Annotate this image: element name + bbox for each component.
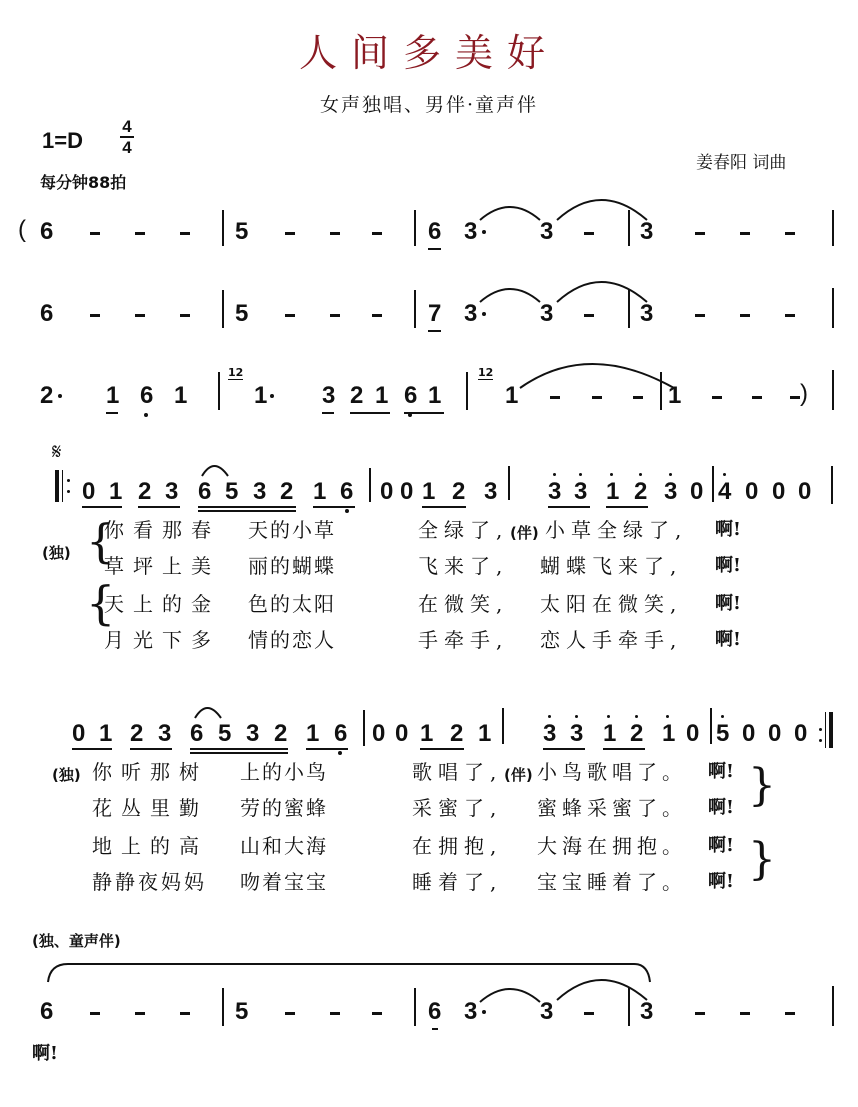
time-sig-top: 4: [122, 117, 132, 136]
slur: [478, 982, 548, 1004]
coda-label: (独、童声伴): [32, 932, 121, 950]
slur: [193, 702, 227, 720]
solo-label: (独): [42, 544, 71, 562]
grace-note: 12: [228, 366, 244, 379]
tie: [555, 974, 655, 1002]
grace-note: 12: [478, 366, 494, 379]
coda-lyric: 啊!: [32, 1043, 58, 1064]
solo-label: (独): [52, 766, 81, 784]
slur: [478, 200, 548, 222]
segno-icon: 𝄋: [52, 440, 62, 465]
song-title: 人间多美好: [298, 31, 559, 75]
performance-note: 女声独唱、男伴·童声伴: [319, 94, 539, 116]
tie: [555, 276, 655, 304]
tie: [555, 194, 655, 222]
slur: [478, 282, 548, 304]
slur: [200, 460, 234, 478]
time-signature: [120, 118, 134, 156]
tie: [518, 356, 678, 390]
composer-credit: 姜春阳 词曲: [696, 153, 787, 173]
key-signature: 1=D: [42, 128, 83, 153]
accompaniment-label: (伴): [504, 766, 533, 784]
tempo-marking: 每分钟88拍: [40, 173, 127, 192]
time-sig-bottom: 4: [122, 138, 132, 157]
accompaniment-label: (伴): [510, 524, 539, 542]
